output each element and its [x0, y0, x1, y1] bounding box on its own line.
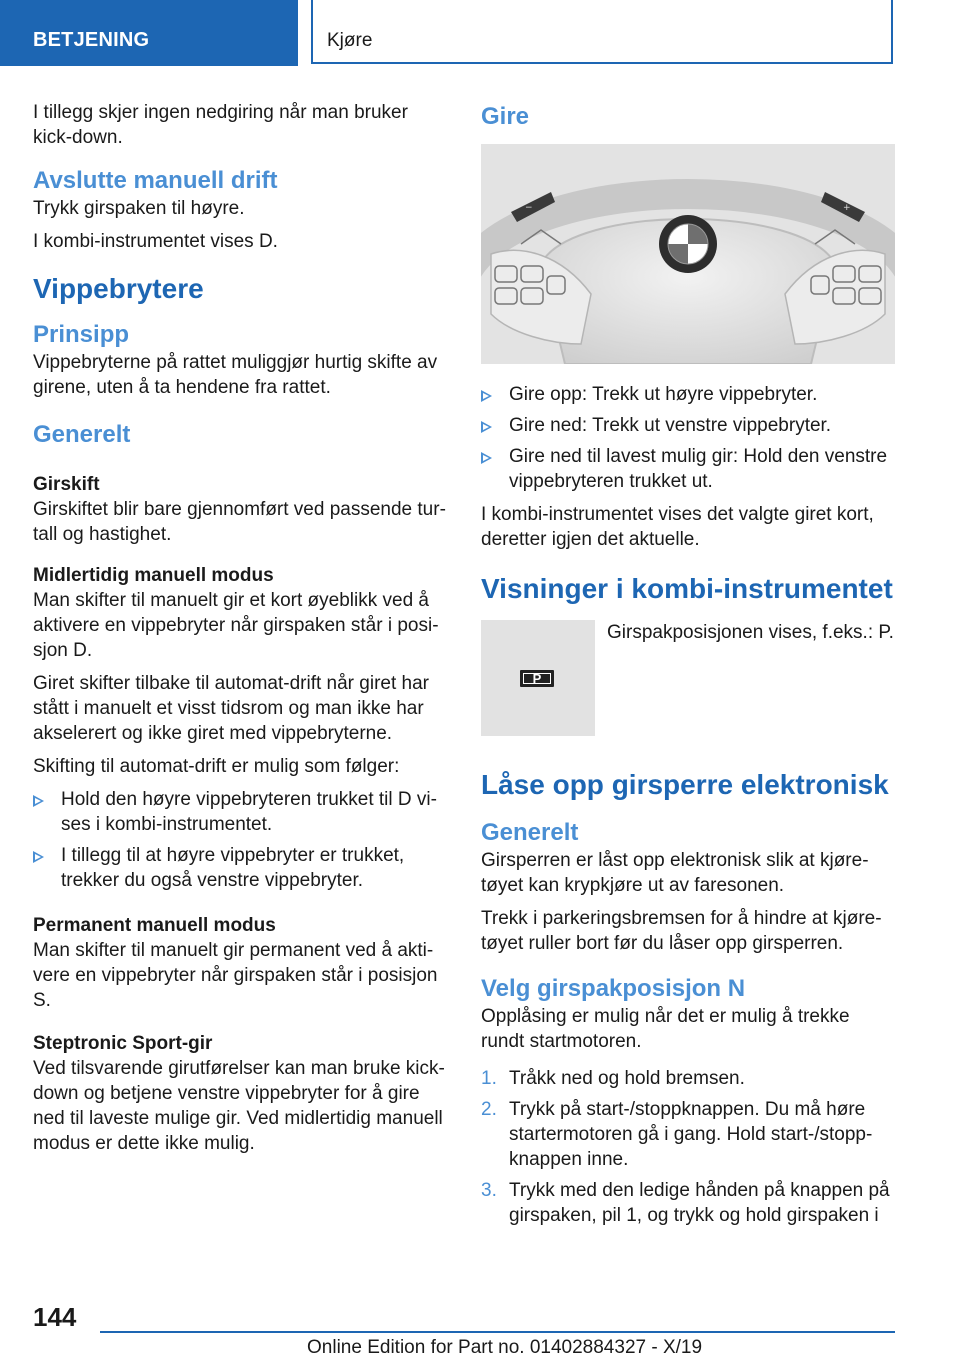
midlertidig-list: [33, 787, 451, 893]
triangle-bullet-icon: [481, 452, 492, 464]
steering-wheel-illustration: [481, 144, 895, 364]
permanent-heading: Permanent manuell modus: [33, 915, 276, 936]
steps-list: [481, 1066, 895, 1228]
avslutte-heading: Avslutte manuell drift: [33, 167, 278, 194]
midlertidig-text-1: Man skifter til manuelt gir et kort øyeblikk ved å aktivere en vippebryter når girspaken står i posisjon D.: [33, 590, 439, 661]
laase-text-1: Girsperren er låst opp elektronisk slik at kjøretøyet kan krypkjøre ut av faresonen.: [481, 850, 869, 896]
steering-wheel-icon: [481, 144, 895, 364]
page-number: 144: [33, 1302, 77, 1332]
footer-edition: Online Edition for Part no. 01402884327 - X/19: [307, 1337, 703, 1358]
chapter-tab: [311, 0, 893, 64]
triangle-bullet-icon: [481, 421, 492, 433]
girskift-heading: Girskift: [33, 474, 100, 495]
steptronic-text: Ved tilsvarende girutførelser kan man bruke kick-down og betjene venstre vippebryter for å gire ned til laveste mulige gir. Ved midlertidig manuell modus er dette ikke mulig.: [33, 1058, 445, 1154]
list-item: 3. Trykk med den ledige hånden på knappen på girspaken, pil 1, og trykk og hold girspaken i: [481, 1180, 890, 1226]
instrument-display-illustration: [481, 620, 595, 736]
girskift-text: Girskiftet blir bare gjennomført ved passende turtall og hastighet.: [33, 499, 446, 545]
triangle-bullet-icon: [481, 390, 492, 402]
velg-heading: Velg girspakposisjon N: [481, 975, 746, 1002]
bmw-logo-icon: [659, 215, 717, 273]
vippe-heading: Vippebrytere: [33, 273, 204, 304]
midlertidig-heading: Midlertidig manuell modus: [33, 565, 274, 586]
laase-text-2: Trekk i parkeringsbremsen for å hindre at kjøretøyet ruller bort før du låser opp girsperren.: [481, 908, 882, 954]
triangle-bullet-icon: [33, 851, 44, 863]
left-column: [33, 100, 451, 1164]
avslutte-text-2: I kombi-instrumentet vises D.: [33, 231, 278, 252]
gire-list: [481, 382, 895, 494]
svg-text:−: −: [525, 203, 533, 213]
section-tab: [0, 0, 298, 66]
prinsipp-heading: Prinsipp: [33, 321, 130, 348]
avslutte-text-1: Trykk girspaken til høyre.: [33, 198, 245, 219]
right-column: [481, 100, 895, 1236]
gear-p-symbol: P: [520, 670, 554, 687]
midlertidig-text-3: Skifting til automat-drift er mulig som følger:: [33, 756, 400, 777]
chapter-title: Kjøre: [327, 30, 373, 51]
section-title: BETJENING: [33, 29, 150, 51]
prinsipp-text: Vippebryterne på rattet muliggjør hurtig skifte av girene, uten å ta hendene fra rattet.: [33, 352, 438, 398]
laase-generelt-heading: Generelt: [481, 819, 579, 846]
permanent-text: Man skifter til manuelt gir permanent ved å aktivere en vippebryter når girspaken står i posisjon S.: [33, 940, 438, 1011]
list-item: Gire opp: Trekk ut høyre vippebryter.: [481, 382, 895, 407]
list-item: Gire ned til lavest mulig gir: Hold den venstre vippebryteren trukket ut.: [481, 444, 895, 494]
generelt-heading: Generelt: [33, 421, 131, 448]
list-item: 2. Trykk på start-/stoppknappen. Du må høre startermotoren gå i gang. Hold start-/stoppknappen inne.: [481, 1099, 873, 1170]
intro-text: I tillegg skjer ingen nedgiring når man bruker kick-down.: [33, 102, 408, 148]
list-item: Hold den høyre vippebryteren trukket til D vises i kombi-instrumentet.: [33, 787, 451, 837]
triangle-bullet-icon: [33, 795, 44, 807]
footer-divider: [100, 1331, 895, 1333]
gire-heading: Gire: [481, 103, 530, 130]
list-item: I tillegg til at høyre vippebryter er trukket, trekker du også venstre vippebryter.: [33, 843, 451, 893]
gire-text: I kombi-instrumentet vises det valgte giret kort, deretter igjen det aktuelle.: [481, 504, 874, 550]
steptronic-heading: Steptronic Sport-gir: [33, 1033, 213, 1054]
list-item: 1. Tråkk ned og hold bremsen.: [481, 1068, 745, 1089]
velg-text: Opplåsing er mulig når det er mulig å trekke rundt startmotoren.: [481, 1006, 850, 1052]
visninger-heading: Visninger i kombi-instrumentet: [481, 573, 893, 604]
visninger-text: Girspakposisjonen vises, f.eks.: P.: [607, 622, 894, 643]
list-item: Gire ned: Trekk ut venstre vippebryter.: [481, 413, 895, 438]
svg-text:+: +: [843, 203, 851, 213]
laase-heading: Låse opp girsperre elektronisk: [481, 769, 889, 800]
midlertidig-text-2: Giret skifter tilbake til automat-drift når giret har stått i manuelt et visst tidsrom og man ikke har akselerert og ikke giret med vippebryterne.: [33, 673, 429, 744]
